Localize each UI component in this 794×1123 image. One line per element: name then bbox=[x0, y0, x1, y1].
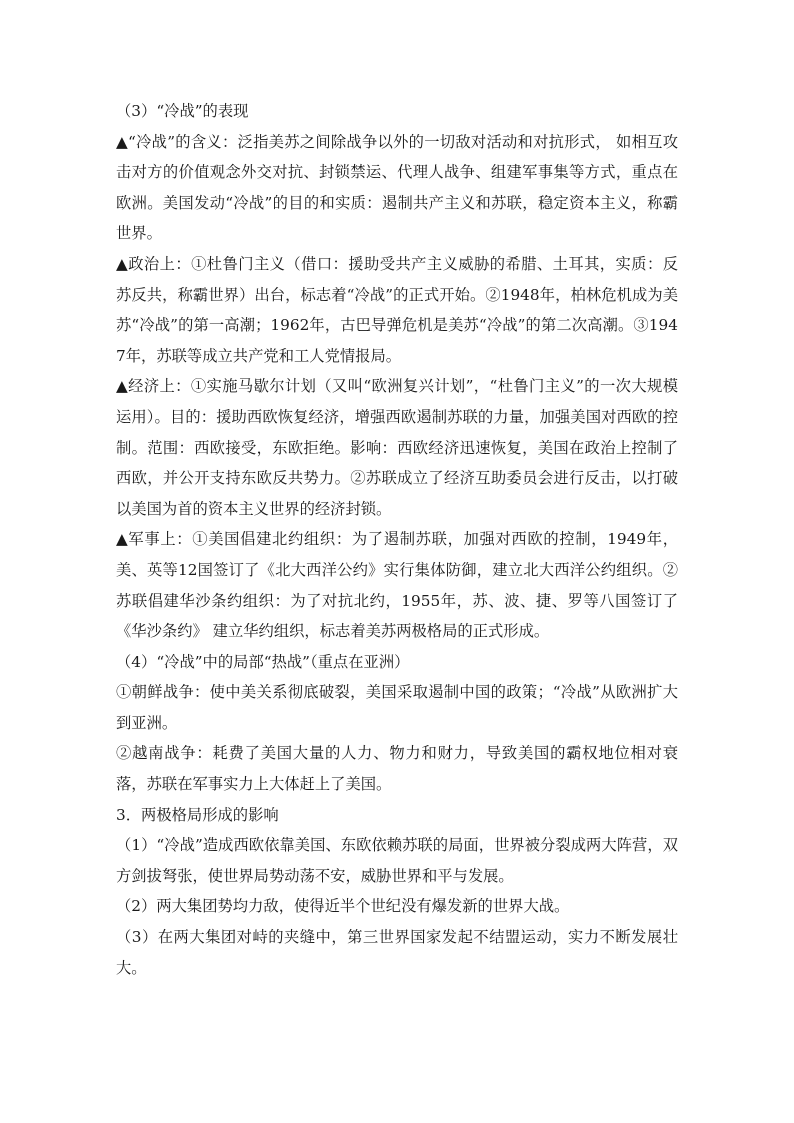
paragraph-impact-1: （1）“冷战”造成西欧依靠美国、东欧依赖苏联的局面，世界被分裂成两大阵营，双方剑拔弩张，使世界局势动荡不安，威胁世界和平与发展。 bbox=[116, 836, 678, 885]
paragraph-military: ▲军事上：①美国倡建北约组织：为了遏制苏联，加强对西欧的控制，1949年，美、英等12国签订了《北大西洋公约》实行集体防御，建立北大西洋公约组织。②苏联倡建华沙条约组织：为了对抗北约，1955年，苏、波、捷、罗等八国签订了《华沙条约》 建立华约组织，标志着美苏两极格局的正式形成。 bbox=[116, 530, 678, 641]
section-heading-cold-war-manifestations: （3）“冷战”的表现 bbox=[116, 102, 249, 120]
section-heading-bipolar-impact: 3．两极格局形成的影响 bbox=[116, 805, 279, 824]
paragraph-economic: ▲经济上：①实施马歇尔计划（又叫“欧洲复兴计划”，“杜鲁门主义”的一次大规模运用）。目的：援助西欧恢复经济，增强西欧遏制苏联的力量，加强美国对西欧的控制。范围：西欧接受，东欧拒绝。影响：西欧经济迅速恢复，美国在政治上控制了西欧，并公开支持东欧反共势力。②苏联成立了经济互助委员会进行反击，以打破以美国为首的资本主义世界的经济封锁。 bbox=[116, 377, 678, 518]
paragraph-impact-3: （3）在两大集团对峙的夹缝中，第三世界国家发起不结盟运动，实力不断发展壮大。 bbox=[116, 928, 678, 977]
document-body bbox=[116, 96, 678, 983]
paragraph-korean-war: ①朝鲜战争：使中美关系彻底破裂，美国采取遏制中国的政策；“冷战”从欧洲扩大到亚洲。 bbox=[116, 683, 678, 732]
paragraph-political: ▲政治上：①杜鲁门主义（借口：援助受共产主义威胁的希腊、土耳其，实质：反苏反共，称霸世界）出台，标志着“冷战”的正式开始。②1948年，柏林危机成为美苏“冷战”的第一高潮；1962年，古巴导弹危机是美苏“冷战”的第二次高潮。③1947年，苏联等成立共产党和工人党情报局。 bbox=[116, 254, 678, 365]
paragraph-impact-2: （2）两大集团势均力敌，使得近半个世纪没有爆发新的世界大战。 bbox=[116, 897, 570, 916]
paragraph-cold-war-definition: ▲“冷战”的含义：泛指美苏之间除战争以外的一切敌对活动和对抗形式， 如相互攻击对方的价值观念外交对抗、封锁禁运、代理人战争、组建军事集等方式，重点在欧洲。美国发动“冷战”的目的和实质：遏制共产主义和苏联，稳定资本主义，称霸世界。 bbox=[116, 132, 678, 243]
section-heading-local-hot-wars: （4）“冷战”中的局部“热战”（重点在亚洲） bbox=[116, 652, 410, 671]
paragraph-vietnam-war: ②越南战争：耗费了美国大量的人力、物力和财力，导致美国的霸权地位相对衰落，苏联在军事实力上大体赶上了美国。 bbox=[116, 744, 678, 794]
